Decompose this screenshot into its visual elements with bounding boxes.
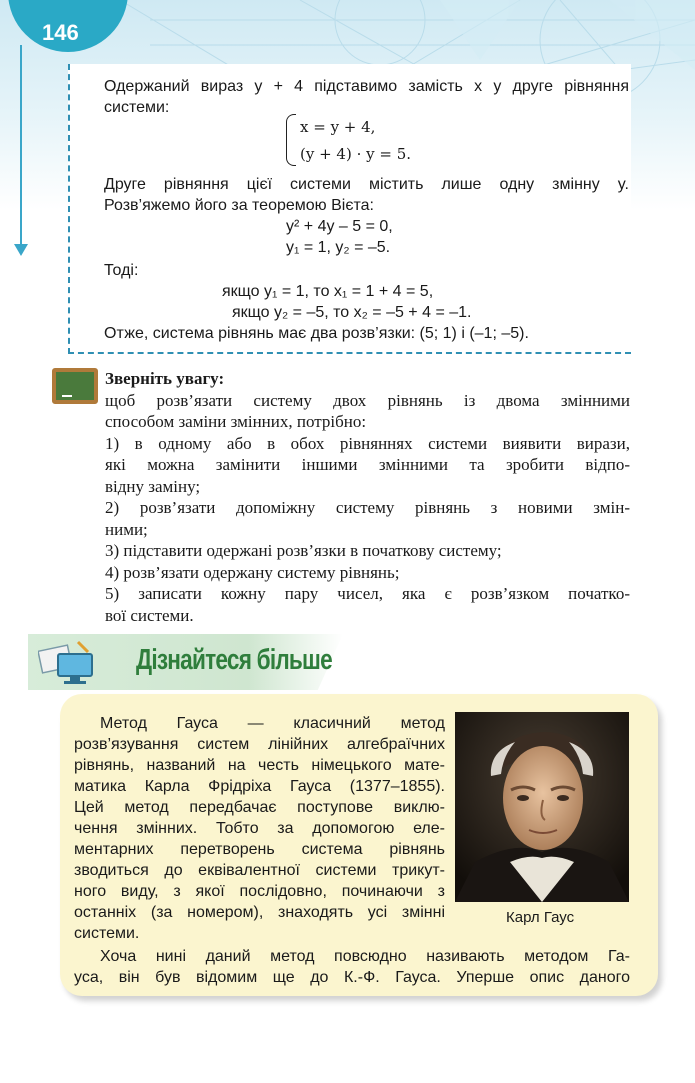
info-line: чення змінних. Тобто за допомогою еле-: [74, 820, 445, 837]
attention-line: вої системи.: [105, 605, 194, 625]
attention-line: 3) підставити одержані розв’язки в початкову систему;: [105, 541, 502, 560]
computer-book-icon: [38, 640, 96, 686]
info-line: зводиться до еквівалентної системи трикут-: [74, 862, 445, 879]
vieta-roots: y₁ = 1, y₂ = –5.: [286, 239, 391, 256]
then-label: Тоді:: [104, 262, 139, 279]
learn-more-title: Дізнайтеся більше: [136, 644, 332, 676]
vieta-equation: y² + 4y – 5 = 0,: [286, 218, 393, 235]
case-1: якщо y₁ = 1, то x₁ = 1 + 4 = 5,: [222, 283, 434, 300]
system-equation-2: (y + 4) · y = 5.: [300, 145, 412, 163]
info-line: ного виду, з якої послідовно, починаючи з: [74, 883, 445, 900]
attention-line: 5) записати кожну пару чисел, яка є розв’язком початко-: [105, 584, 630, 603]
portrait-caption: Карл Гаус: [506, 909, 575, 926]
info-line: ментарних перетворень система рівнянь: [74, 841, 445, 858]
attention-line: способом заміни змінних, потрібно:: [105, 412, 367, 431]
example-text-line2: Розв’яжемо його за теоремою Вієта:: [104, 197, 374, 214]
attention-line: 1) в одному або в обох рівняннях системи виявити вирази,: [105, 433, 630, 453]
margin-arrow-line: [20, 45, 22, 250]
info-line: рівнянь, названий на честь німецького мате-: [74, 757, 445, 774]
info-line-full: уса, він був відомим ще до К.-Ф. Гауса. Уперше опис даного: [74, 969, 630, 986]
attention-heading: Зверніть увагу:: [105, 369, 225, 388]
info-line: розв’язування систем лінійних алгебраїчних: [74, 736, 445, 753]
system-equation-1: x = y + 4,: [300, 118, 376, 136]
attention-line: які можна замінити іншими змінними та зробити відпо-: [105, 455, 630, 474]
example-text-line1: Друге рівняння цієї системи містить лише одну змінну y.: [104, 176, 629, 193]
worked-example-box: [68, 64, 631, 354]
chalkboard-icon: [52, 368, 98, 404]
info-line: Цей метод передбачає поступове виклю-: [74, 799, 445, 816]
info-line-full: Хоча нині даний метод повсюдно називають методом Га-: [100, 948, 630, 965]
example-intro-line2: системи:: [104, 99, 170, 116]
attention-line: 4) розв’язати одержану систему рівнянь;: [105, 562, 400, 582]
gauss-portrait: [455, 712, 629, 902]
margin-arrow-down-icon: [14, 244, 28, 256]
attention-line: 2) розв’язати допоміжну систему рівнянь з новими змін-: [105, 498, 630, 517]
info-line: Метод Гауса — класичний метод: [100, 715, 445, 732]
example-intro-line1: Одержаний вираз y + 4 підставимо замість x у друге рівняння: [104, 78, 629, 95]
info-line: матика Карла Фрідріха Гауса (1377–1855).: [74, 778, 445, 795]
attention-line: відну заміну;: [105, 476, 201, 496]
attention-line: щоб розв’язати систему двох рівнянь із двома змінними: [105, 390, 630, 410]
attention-line: ними;: [105, 519, 148, 539]
page-number: 146: [42, 20, 79, 45]
attention-block: [105, 368, 630, 626]
case-2: якщо y₂ = –5, то x₂ = –5 + 4 = –1.: [232, 304, 472, 321]
example-conclusion: Отже, система рівнянь має два розв’язки: (5; 1) і (–1; –5).: [104, 325, 529, 342]
info-line: останніх (за номером), знаходять усі змінні: [74, 904, 445, 921]
info-line: системи.: [74, 925, 140, 942]
system-brace: [286, 114, 296, 166]
